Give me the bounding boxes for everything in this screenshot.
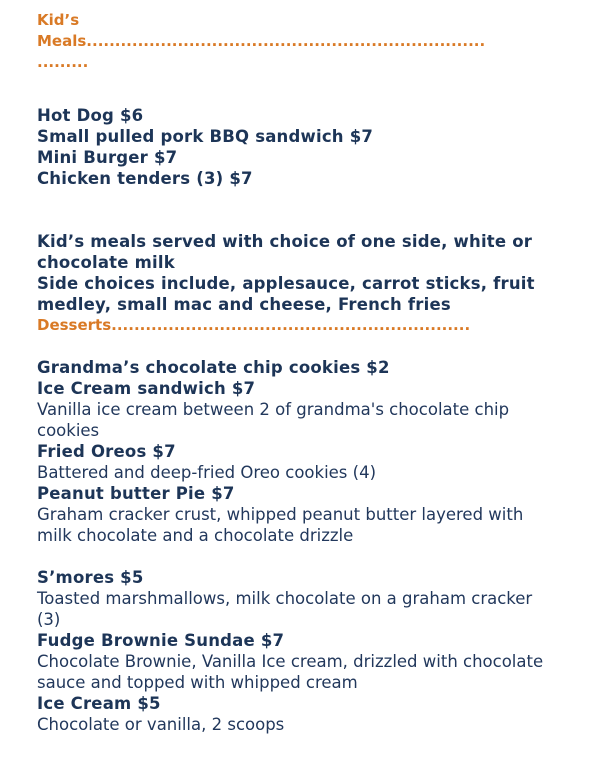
dessert-title: Peanut butter Pie $7 xyxy=(37,484,235,503)
spacer xyxy=(37,73,597,105)
kids-meals-list xyxy=(37,105,597,189)
menu-item: Mini Burger $7 xyxy=(37,148,178,167)
spacer xyxy=(37,336,597,357)
note-line: Kid’s meals served with choice of one side, white or xyxy=(37,232,533,251)
spacer xyxy=(37,546,597,567)
desserts-block-1 xyxy=(37,357,597,546)
dessert-description: Graham cracker crust, whipped peanut butter layered with xyxy=(37,505,524,524)
kids-meals-note xyxy=(37,231,597,315)
dessert-description: milk chocolate and a chocolate drizzle xyxy=(37,526,354,545)
menu-page xyxy=(37,10,597,735)
desserts-heading: Desserts............................................................... xyxy=(37,316,471,334)
dessert-description: Vanilla ice cream between 2 of grandma's chocolate chip xyxy=(37,400,510,419)
dessert-description: Toasted marshmallows, milk chocolate on a graham cracker xyxy=(37,589,533,608)
menu-item: Hot Dog $6 xyxy=(37,106,144,125)
menu-item: Small pulled pork BBQ sandwich $7 xyxy=(37,127,374,146)
note-line: medley, small mac and cheese, French fries xyxy=(37,295,451,314)
dessert-description: Battered and deep-fried Oreo cookies (4) xyxy=(37,463,377,482)
note-line: chocolate milk xyxy=(37,253,175,272)
dessert-title: Ice Cream $5 xyxy=(37,694,161,713)
kids-meals-heading: Kid’s Meals...................................................................... ......... xyxy=(37,11,486,71)
spacer xyxy=(37,189,597,231)
dessert-description: Chocolate Brownie, Vanilla Ice cream, drizzled with chocolate xyxy=(37,652,544,671)
dessert-description: sauce and topped with whipped cream xyxy=(37,673,358,692)
dessert-title: Ice Cream sandwich $7 xyxy=(37,379,256,398)
menu-item: Chicken tenders (3) $7 xyxy=(37,169,253,188)
desserts-block-2 xyxy=(37,567,597,735)
dessert-title: S’mores $5 xyxy=(37,568,144,587)
dessert-title: Fried Oreos $7 xyxy=(37,442,176,461)
dessert-description: Chocolate or vanilla, 2 scoops xyxy=(37,715,285,734)
dessert-description: (3) xyxy=(37,610,61,629)
note-line: Side choices include, applesauce, carrot sticks, fruit xyxy=(37,274,535,293)
dessert-title: Fudge Brownie Sundae $7 xyxy=(37,631,285,650)
dessert-description: cookies xyxy=(37,421,100,440)
dessert-title: Grandma’s chocolate chip cookies $2 xyxy=(37,358,390,377)
